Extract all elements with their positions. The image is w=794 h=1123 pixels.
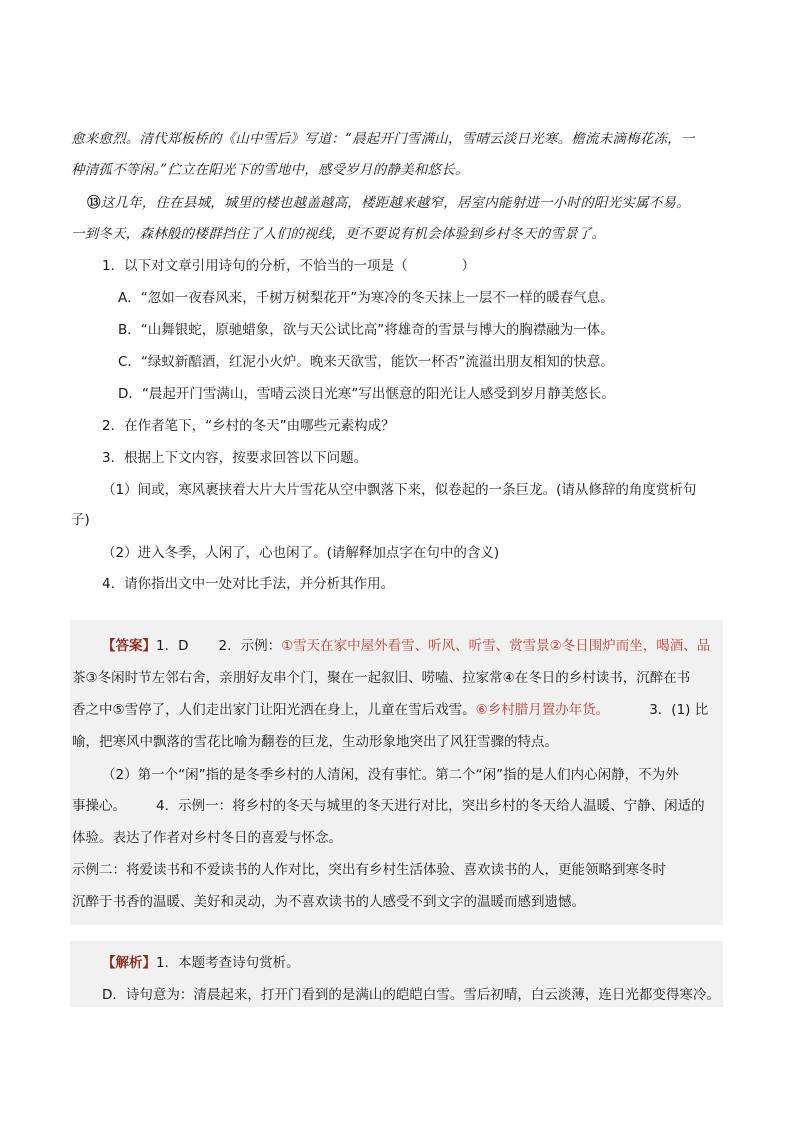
- analysis-label: 【解析】: [102, 955, 156, 971]
- analysis-line-2: D．诗句意为：清晨起来，打开门看到的是满山的皑皑白雪。雪后初晴，白云淡薄，连日光都变得寒冷。: [102, 987, 720, 1003]
- answer-4-line-1: 4．示例一：将乡村的冬天与城里的冬天进行对比，突出乡村的冬天给人温暖、宁静、闲适的: [156, 798, 705, 814]
- answer-2-line-1: ①雪天在家中屋外看雪、听风、听雪、赏雪景②冬日围炉而坐，喝酒、品: [281, 638, 711, 654]
- answer-label: 【答案】: [102, 638, 156, 654]
- paragraph-number: ⑬: [87, 195, 101, 211]
- analysis-1: 1．本题考查诗句赏析。: [156, 955, 300, 971]
- passage-line-1: 愈来愈烈。清代郑板桥的《山中雪后》写道：“晨起开门雪满山，雪晴云淡日光寒。檐流未滴梅花冻，一: [71, 131, 695, 147]
- answer-line-1: [102, 634, 710, 654]
- answer-2-line-3: [72, 698, 708, 718]
- answer-2-line-3-item6: ⑥乡村腊月置办年货。: [475, 702, 610, 718]
- answer-2-line-2: 茶③冬闲时节左邻右舍，亲朋好友串个门，聚在一起叙旧、唠嗑、拉家常④在冬日的乡村读书，沉醉在书: [72, 670, 691, 686]
- answer-2-line-3-text: 香之中⑤雪停了，人们走出家门让阳光洒在身上，儿童在雪后戏雪。: [72, 702, 476, 718]
- passage-line-4: 一到冬天，森林般的楼群挡住了人们的视线，更不要说有机会体验到乡村冬天的雪景了。: [71, 226, 606, 242]
- question-1-option-b: B．“山舞银蛇，原驰蜡象，欲与天公试比高”将雄奇的雪景与博大的胸襟融为一体。: [118, 322, 614, 338]
- question-1-option-c: C．“绿蚁新醅酒，红泥小火炉。晚来天欲雪，能饮一杯否”流溢出朋友相知的快意。: [118, 354, 614, 370]
- answer-1: 1．D: [156, 638, 189, 654]
- passage-line-3: [87, 191, 690, 211]
- answer-4-line-4: 沉醉于书香的温暖、美好和灵动，为不喜欢读书的人感受不到文字的温暖而感到遗憾。: [72, 894, 585, 910]
- question-3: 3．根据上下文内容，按要求回答以下问题。: [102, 450, 368, 466]
- answer-2-prefix: 2．示例：: [218, 638, 282, 654]
- answer-4-line-2: 体验。表达了作者对乡村冬日的喜爱与怀念。: [72, 830, 342, 846]
- answer-3-1-line-2: 喻，把寒风中飘落的雪花比喻为翻卷的巨龙，生动形象地突出了风狂雪骤的特点。: [72, 734, 558, 750]
- passage-line-2: 种清孤不等闲。”伫立在阳光下的雪地中，感受岁月的静美和悠长。: [71, 162, 469, 178]
- passage-line-3-text: 这几年，住在县城，城里的楼也越盖越高，楼距越来越窄，居室内能射进一小时的阳光实属不易。: [100, 195, 690, 211]
- answer-3-2-line-1: （2）第一个“闲”指的是冬季乡村的人清闲，没有事忙。第二个“闲”指的是人们内心闲静，不为外: [102, 767, 679, 783]
- question-1-option-a: A．“忽如一夜春风来，千树万树梨花开”为寒冷的冬天抹上一层不一样的暖春气息。: [118, 290, 614, 306]
- answer-3-2-line-2: [72, 794, 705, 814]
- question-4: 4．请你指出文中一处对比手法，并分析其作用。: [102, 576, 395, 592]
- answer-3-1-prefix: 3．(1) 比: [649, 702, 709, 718]
- question-2: 2．在作者笔下，“乡村的冬天”由哪些元素构成？: [102, 418, 395, 434]
- answer-section: [70, 620, 723, 925]
- question-3-part-2: （2）进入冬季，人闲了，心也闲了。(请解释加点字在句中的含义): [102, 545, 500, 561]
- question-3-part-1-cont: 子): [71, 512, 90, 528]
- answer-3-2-line-2-text: 事操心。: [72, 798, 126, 814]
- answer-4-line-3: 示例二：将爱读书和不爱读书的人作对比，突出有乡村生活体验、喜欢读书的人，更能领略到寒冬时: [72, 862, 666, 878]
- analysis-line-1: [102, 951, 300, 971]
- question-3-part-1: （1）间或，寒风裹挟着大片大片雪花从空中飘落下来，似卷起的一条巨龙。(请从修辞的角度赏析句: [102, 482, 697, 498]
- analysis-section: [70, 941, 723, 1007]
- question-1: 1．以下对文章引用诗句的分析，不恰当的一项是（ ）: [102, 258, 476, 274]
- question-1-option-d: D．“晨起开门雪满山，雪晴云淡日光寒”写出惬意的阳光让人感受到岁月静美悠长。: [118, 386, 615, 402]
